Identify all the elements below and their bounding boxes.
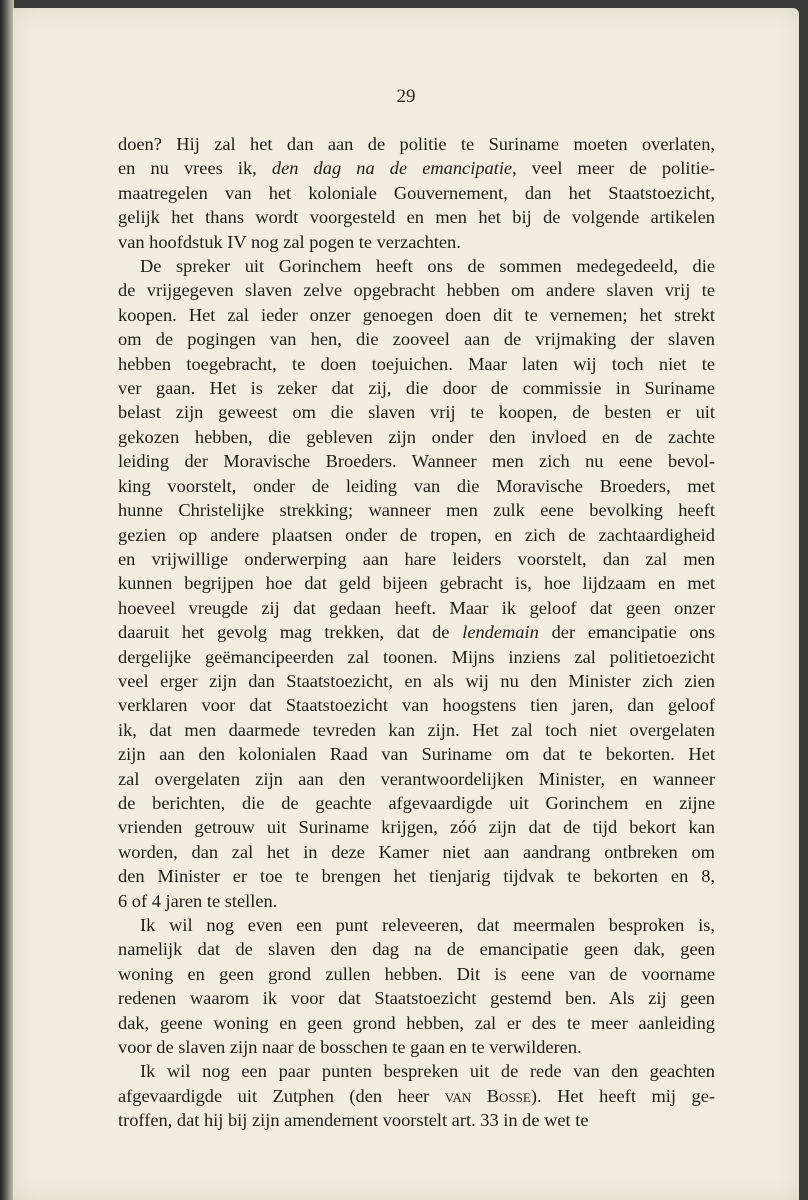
text-run: kunnen begrijpen hoe dat geld bijeen gebracht is, hoe lijdzaam en met (118, 573, 715, 594)
paragraph (118, 1059, 715, 1132)
text-run: gekozen hebben, die gebleven zijn onder den invloed en de zachte (118, 426, 715, 447)
text-run: dergelijke geëmancipeerden zal toonen. Mijns inziens zal politietoezicht (118, 646, 715, 667)
text-run: ik, dat men daarmede tevreden kan zijn. Het zal toch niet overgelaten (118, 719, 715, 740)
text-line (118, 327, 715, 351)
text-line (118, 742, 715, 766)
text-line (118, 523, 715, 547)
text-run: daaruit het gevolg mag trekken, dat de (118, 622, 463, 643)
text-line (118, 1084, 715, 1108)
text-line (118, 1059, 715, 1083)
text-line (118, 1011, 715, 1035)
text-run: en vrijwillige onderwerping aan hare leiders voorstelt, dan zal men (118, 548, 715, 569)
paragraph (118, 913, 715, 1059)
text-run: om de pogingen van hen, die zooveel aan de vrijmaking der slaven (118, 329, 715, 350)
text-run: ). Het heeft mij ge- (530, 1085, 715, 1106)
text-line (118, 400, 715, 424)
text-line (118, 449, 715, 473)
text-run: maatregelen van het koloniale Gouvernement, dan het Staatstoezicht, (118, 182, 715, 203)
italic-phrase: lendemain (462, 622, 539, 643)
paragraph (118, 254, 715, 913)
text-run: gezien op andere plaatsen onder de tropen, en zich de zachtaardigheid (118, 524, 715, 545)
text-line (118, 693, 715, 717)
text-line (118, 962, 715, 986)
text-run: leiding der Moravische Broeders. Wanneer men zich nu eene bevol- (118, 451, 715, 472)
text-line (118, 791, 715, 815)
text-run: king voorstelt, onder de leiding van die Moravische Broeders, met (118, 475, 715, 496)
text-line (118, 571, 715, 595)
text-run: redenen waarom ik voor dat Staatstoezicht gestemd ben. Als zij geen (118, 988, 715, 1009)
text-line (118, 986, 715, 1010)
text-run: en nu vrees ik, (118, 158, 272, 179)
text-run: vrienden getrouw uit Suriname krijgen, zóó zijn dat de tijd bekort kan (118, 817, 715, 838)
text-line (118, 767, 715, 791)
text-line (118, 376, 715, 400)
text-run: afgevaardigde uit Zutphen (den heer (118, 1085, 445, 1106)
text-run: worden, dan zal het in deze Kamer niet aan aandrang ontbreken om (118, 841, 715, 862)
text-run: 6 of 4 jaren te stellen. (118, 890, 278, 911)
text-run: den Minister er toe te brengen het tienjarig tijdvak te bekorten en 8, (118, 866, 715, 887)
text-run: de vrijgegeven slaven zelve opgebracht hebben om andere slaven vrij te (118, 280, 715, 301)
paragraph (118, 132, 715, 254)
text-run: troffen, dat hij bij zijn amendement voorstelt art. 33 in de wet te (118, 1110, 589, 1131)
text-run: doen? Hij zal het dan aan de politie te Suriname moeten overlaten, (118, 134, 715, 154)
text-run: zal overgelaten zijn aan den verantwoordelijken Minister, en wanneer (118, 768, 715, 789)
text-run: voor de slaven zijn naar de bosschen te gaan en te verwilderen. (118, 1037, 582, 1058)
text-run: , veel meer de politie- (512, 158, 715, 179)
text-run: dak, geene woning en geen grond hebben, zal er des te meer aanleiding (118, 1012, 715, 1033)
text-line (118, 352, 715, 376)
text-line (118, 889, 715, 913)
text-run: belast zijn geweest om die slaven vrij te koopen, de besten er uit (118, 402, 715, 423)
text-line (118, 937, 715, 961)
text-run: hebben toegebracht, te doen toejuichen. Maar laten wij toch niet te (118, 353, 715, 374)
text-line (118, 864, 715, 888)
text-line (118, 498, 715, 522)
text-line (118, 474, 715, 498)
text-line (118, 156, 715, 180)
text-line (118, 254, 715, 278)
text-line (118, 620, 715, 644)
page-number: 29 (396, 86, 416, 107)
text-line (118, 840, 715, 864)
text-run: veel erger zijn dan Staatstoezicht, en als wij nu den Minister zich zien (118, 670, 715, 691)
text-run: woning en geen grond zullen hebben. Dit is eene van de voorname (118, 963, 715, 984)
text-line (118, 1108, 715, 1132)
text-run: gelijk het thans wordt voorgesteld en men het bij de volgende artikelen (118, 207, 715, 228)
text-line (118, 1035, 715, 1059)
text-line (118, 815, 715, 839)
text-line (118, 278, 715, 302)
text-run: zijn aan den kolonialen Raad van Suriname om dat te bekorten. Het (118, 744, 715, 765)
text-line (118, 425, 715, 449)
text-run: van hoofdstuk IV nog zal pogen te verzachten. (118, 231, 461, 252)
text-run: De spreker uit Gorinchem heeft ons de sommen medegedeeld, die (140, 256, 715, 277)
book-page (12, 8, 799, 1200)
text-run: koopen. Het zal ieder onzer genoegen doen dit te vernemen; het strekt (118, 304, 715, 325)
text-run: ver gaan. Het is zeker dat zij, die door de commissie in Suriname (118, 378, 715, 399)
text-line (118, 205, 715, 229)
text-line (118, 645, 715, 669)
text-run: de berichten, die de geachte afgevaardigde uit Gorinchem en zijne (118, 792, 715, 813)
text-run: hoeveel vreugde zij dat gedaan heeft. Maar ik geloof dat geen onzer (118, 597, 715, 618)
text-line (118, 718, 715, 742)
small-caps-name: van Bosse (444, 1085, 531, 1106)
text-line (118, 303, 715, 327)
text-line (118, 913, 715, 937)
text-run: hunne Christelijke strekking; wanneer men zulk eene bevolking heeft (118, 500, 715, 521)
text-line (118, 181, 715, 205)
text-run: verklaren voor dat Staatstoezicht van hoogstens tien jaren, dan geloof (118, 695, 715, 716)
text-line (118, 230, 715, 254)
text-line (118, 547, 715, 571)
italic-phrase: den dag na de emancipatie (271, 158, 513, 179)
text-run: der emancipatie ons (538, 622, 715, 643)
body-text (118, 132, 715, 1133)
text-run: Ik wil nog een paar punten bespreken uit de rede van den geachten (140, 1061, 715, 1082)
text-line (118, 596, 715, 620)
text-run: namelijk dat de slaven den dag na de emancipatie geen dak, geen (118, 939, 715, 960)
text-run: Ik wil nog even een punt releveeren, dat meermalen besproken is, (140, 915, 715, 935)
text-line (118, 132, 715, 156)
text-line (118, 669, 715, 693)
